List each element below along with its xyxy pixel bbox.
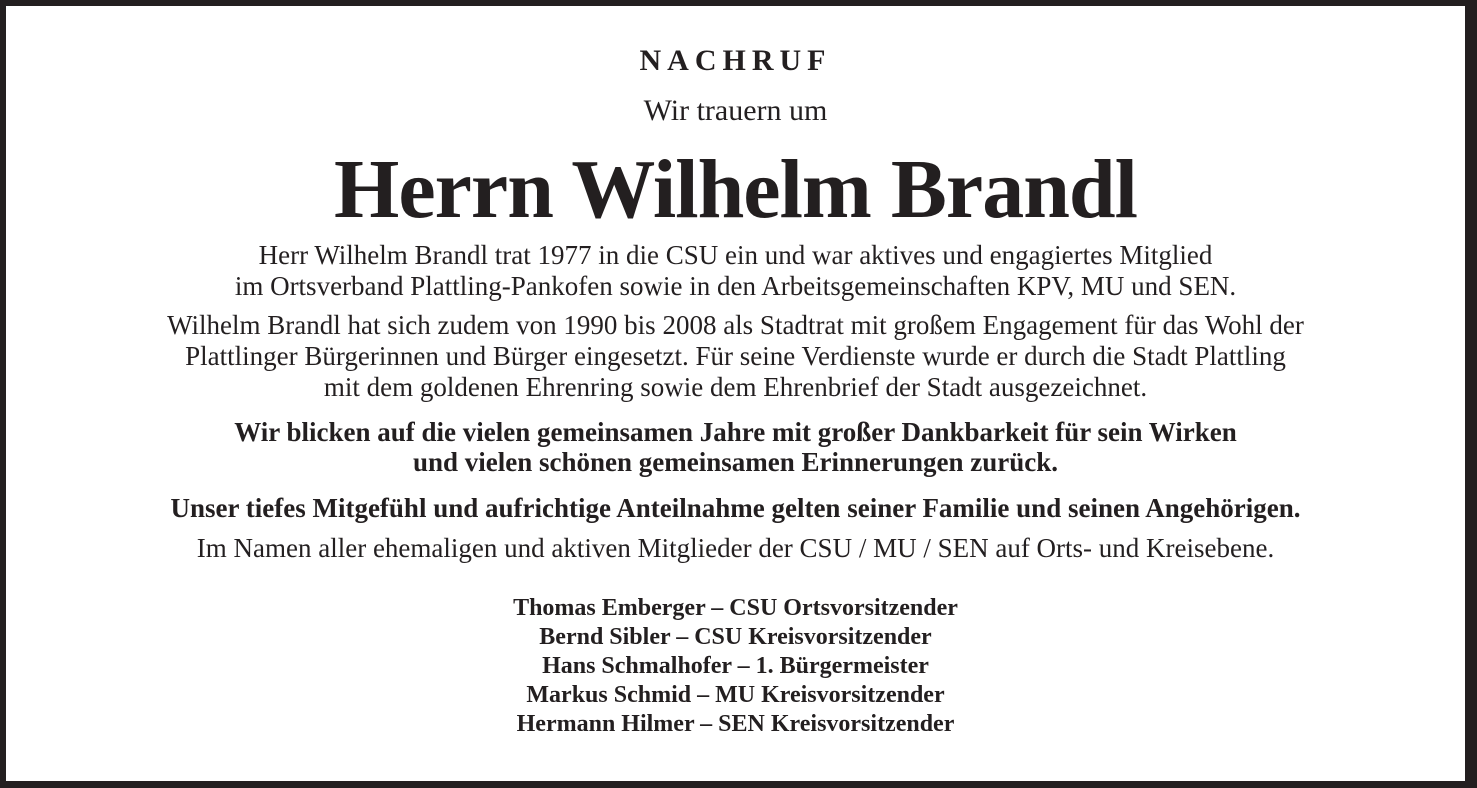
paragraph-line: Wir blicken auf die vielen gemeinsamen Jahre mit großer Dankbarkeit für sein Wirken [234, 417, 1237, 447]
paragraph-on-behalf [197, 533, 1274, 564]
signature-line: Hermann Hilmer – SEN Kreisvorsitzender [516, 711, 955, 737]
paragraph-csu-membership [235, 240, 1236, 302]
paragraph-condolence [171, 493, 1301, 523]
signature-line: Bernd Sibler – CSU Kreisvorsitzender [539, 624, 932, 650]
notice-kicker: NACHRUF [639, 44, 832, 77]
paragraph-line: im Ortsverband Plattling-Pankofen sowie in den Arbeitsgemeinschaften KPV, MU und SEN. [234, 271, 1237, 301]
paragraph-line: Wilhelm Brandl hat sich zudem von 1990 bis 2008 als Stadtrat mit großem Engagement für das Wohl der [167, 310, 1304, 340]
signature-line: Markus Schmid – MU Kreisvorsitzender [526, 682, 945, 708]
paragraph-line: mit dem goldenen Ehrenring sowie dem Ehrenbrief der Stadt ausgezeichnet. [323, 372, 1148, 402]
signature-line: Hans Schmalhofer – 1. Bürgermeister [542, 653, 929, 679]
notice-intro: Wir trauern um [643, 94, 828, 127]
paragraph-gratitude [234, 417, 1237, 477]
paragraph-line: Unser tiefes Mitgefühl und aufrichtige Anteilnahme gelten seiner Familie und seinen Angehörigen. [170, 493, 1301, 523]
signature-line: Thomas Emberger – CSU Ortsvorsitzender [513, 595, 958, 621]
paragraph-line: und vielen schönen gemeinsamen Erinnerungen zurück. [412, 447, 1059, 477]
signature-list [513, 594, 958, 739]
paragraph-line: Im Namen aller ehemaligen und aktiven Mitglieder der CSU / MU / SEN auf Orts- und Kreisebene. [196, 533, 1275, 563]
paragraph-line: Plattlinger Bürgerinnen und Bürger eingesetzt. Für seine Verdienste wurde er durch die Stadt Plattling [185, 341, 1286, 371]
paragraph-line: Herr Wilhelm Brandl trat 1977 in die CSU ein und war aktives und engagiertes Mitglied [258, 240, 1213, 270]
paragraph-stadtrat-service [167, 310, 1304, 403]
deceased-name: Herrn Wilhelm Brandl [334, 143, 1137, 236]
